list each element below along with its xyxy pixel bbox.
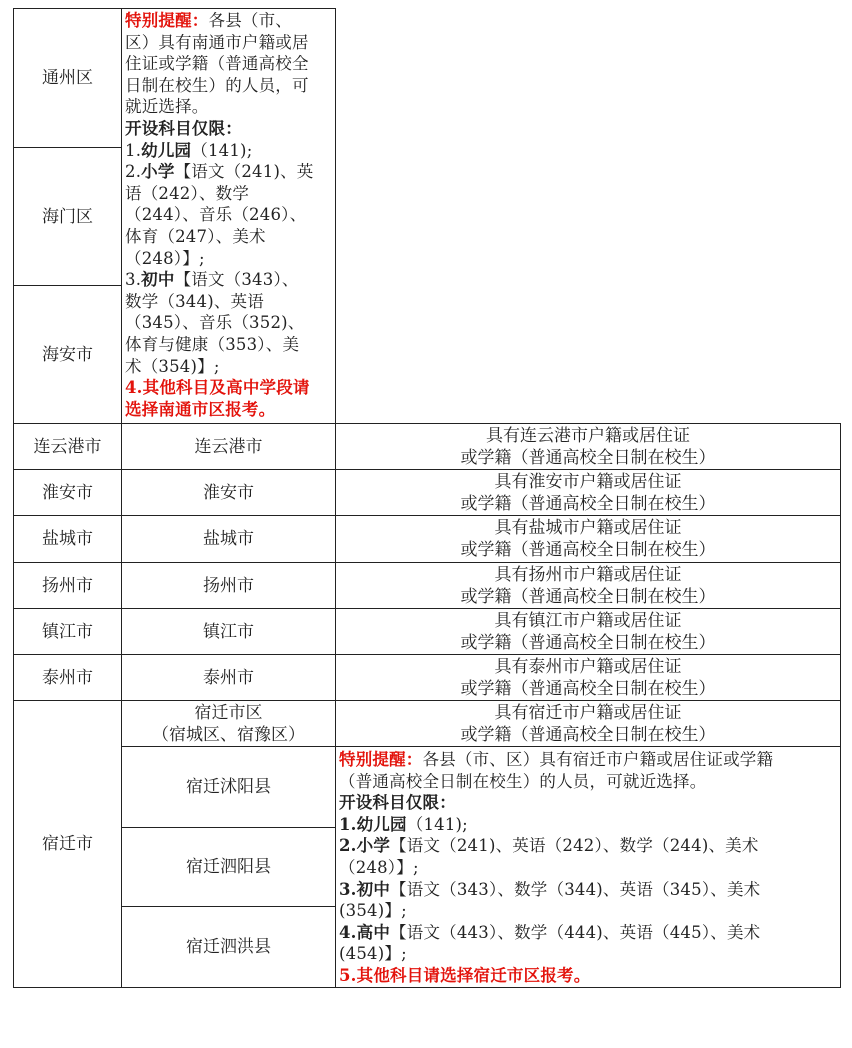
requirement-cell bbox=[335, 562, 841, 609]
county-name: 宿迁沭阳县 bbox=[186, 777, 271, 797]
requirement-text: 具有盐城市户籍或居住证 bbox=[494, 518, 682, 538]
item-subjects: 体育（247）、美术 bbox=[125, 226, 266, 246]
area-cell bbox=[121, 423, 336, 470]
city-cell-suqian bbox=[13, 700, 122, 988]
reminder-text: 各县（市、区）具有宿迁市户籍或居住证或学籍 bbox=[422, 750, 774, 769]
requirement-text: 具有扬州市户籍或居住证 bbox=[494, 564, 682, 585]
requirement-text: 或学籍（普通高校全日制在校生） bbox=[460, 632, 716, 653]
area-cell-suqian-urban bbox=[121, 700, 336, 747]
area-name: 淮安市 bbox=[203, 482, 254, 503]
county-name: 海门区 bbox=[42, 206, 93, 227]
item-number: 3. bbox=[339, 879, 357, 899]
requirement-cell bbox=[335, 515, 841, 563]
requirement-text: 或学籍（普通高校全日制在校生） bbox=[460, 493, 716, 514]
item-subjects: (354)】; bbox=[339, 901, 407, 921]
requirement-cell bbox=[335, 608, 841, 655]
county-cell-sihong bbox=[121, 906, 336, 988]
requirement-cell-suqian-urban bbox=[335, 700, 841, 747]
requirement-cell bbox=[335, 423, 841, 470]
city-cell bbox=[13, 423, 122, 470]
item-number: 1. bbox=[125, 140, 142, 160]
area-name: 盐城市 bbox=[203, 529, 254, 549]
item-stage: 高中 bbox=[356, 922, 391, 942]
area-name: 扬州市 bbox=[203, 575, 254, 596]
nantong-notice bbox=[121, 8, 336, 424]
item-subjects: 【语文（241)、英语（242）、数学（244)、美术 bbox=[390, 836, 759, 856]
item-number: 2. bbox=[125, 162, 142, 182]
item-subjects: （141); bbox=[406, 814, 468, 834]
item-subjects: 【语文（443）、数学（444)、英语（445）、美术 bbox=[390, 922, 761, 942]
other-subjects-note: 4.其他科目及高中学段请 bbox=[125, 378, 310, 398]
requirement-text: 具有镇江市户籍或居住证 bbox=[494, 610, 682, 631]
subjects-title: 开设科目仅限： bbox=[339, 793, 456, 813]
city-name: 宿迁市 bbox=[42, 834, 93, 854]
requirement-text: 或学籍（普通高校全日制在校生） bbox=[460, 678, 716, 699]
requirement-text: 或学籍（普通高校全日制在校生） bbox=[460, 447, 716, 468]
item-subjects: （345）、音乐（352)、 bbox=[125, 313, 305, 333]
item-number: 2. bbox=[339, 836, 357, 856]
item-subjects: 体育与健康（353）、美 bbox=[125, 334, 300, 354]
city-name: 泰州市 bbox=[42, 667, 93, 688]
area-cell bbox=[121, 515, 336, 563]
county-name: 宿迁泗阳县 bbox=[186, 857, 271, 877]
item-subjects: （248）】; bbox=[125, 248, 205, 268]
requirement-cell bbox=[335, 654, 841, 701]
reminder-text: 就近选择。 bbox=[125, 97, 209, 117]
reminder-text: 各县（市、 bbox=[208, 11, 292, 30]
suqian-notice bbox=[335, 746, 841, 988]
item-number: 3. bbox=[125, 270, 142, 290]
county-cell-siyang bbox=[121, 827, 336, 907]
item-subjects: 【语文（343）、数学（344)、英语（345）、美术 bbox=[390, 879, 761, 899]
city-cell bbox=[13, 469, 122, 516]
item-subjects: 【语文（241)、英 bbox=[174, 162, 314, 182]
item-stage: 初中 bbox=[356, 879, 391, 899]
item-stage: 小学 bbox=[141, 162, 175, 182]
requirement-text: 具有宿迁市户籍或居住证 bbox=[494, 702, 682, 723]
area-cell bbox=[121, 562, 336, 609]
item-subjects: （141); bbox=[191, 140, 253, 160]
county-name: 海安市 bbox=[42, 344, 93, 365]
reminder-label: 特别提醒： bbox=[339, 750, 423, 769]
other-subjects-note: 选择南通市区报考。 bbox=[125, 399, 276, 419]
item-subjects: 术（354)】; bbox=[125, 356, 220, 376]
item-subjects: （244）、音乐（246）、 bbox=[125, 205, 307, 225]
requirement-text: 具有泰州市户籍或居住证 bbox=[494, 656, 682, 677]
area-cell bbox=[121, 654, 336, 701]
county-cell-tongzhou bbox=[13, 8, 122, 148]
item-stage: 幼儿园 bbox=[356, 814, 407, 834]
county-cell-haimen bbox=[13, 147, 122, 286]
item-subjects: (454)】; bbox=[339, 944, 407, 964]
requirement-text: 或学籍（普通高校全日制在校生） bbox=[460, 540, 716, 560]
requirement-text: 或学籍（普通高校全日制在校生） bbox=[460, 724, 716, 745]
item-subjects: 语（242）、数学 bbox=[125, 183, 250, 203]
county-name: 宿迁泗洪县 bbox=[186, 937, 271, 957]
reminder-text: （普通高校全日制在校生）的人员，可就近选择。 bbox=[339, 771, 707, 791]
requirement-text: 或学籍（普通高校全日制在校生） bbox=[460, 586, 716, 607]
area-name-detail: （宿城区、宿豫区） bbox=[152, 724, 305, 745]
city-name: 淮安市 bbox=[42, 482, 93, 503]
reminder-text: 日制在校生）的人员，可 bbox=[125, 75, 309, 95]
city-cell bbox=[13, 608, 122, 655]
city-cell bbox=[13, 654, 122, 701]
county-cell-haian bbox=[13, 285, 122, 424]
area-name: 镇江市 bbox=[203, 621, 254, 642]
city-name: 镇江市 bbox=[42, 621, 93, 642]
requirement-text: 具有连云港市户籍或居住证 bbox=[486, 425, 690, 446]
area-cell bbox=[121, 608, 336, 655]
county-name: 通州区 bbox=[42, 68, 93, 88]
other-subjects-note: 5.其他科目请选择宿迁市区报考。 bbox=[339, 965, 591, 985]
city-name: 盐城市 bbox=[42, 529, 93, 549]
subjects-title: 开设科目仅限： bbox=[125, 118, 242, 138]
item-subjects: 【语文（343）、 bbox=[174, 270, 299, 290]
item-number: 1. bbox=[339, 814, 357, 834]
city-cell bbox=[13, 562, 122, 609]
item-number: 4. bbox=[339, 922, 357, 942]
area-cell bbox=[121, 469, 336, 516]
reminder-text: 住证或学籍（普通高校全 bbox=[125, 54, 309, 74]
item-subjects: 数学（344)、英语 bbox=[125, 291, 264, 311]
item-stage: 初中 bbox=[141, 270, 175, 290]
city-name: 连云港市 bbox=[33, 436, 102, 457]
reminder-text: 区）具有南通市户籍或居 bbox=[125, 32, 309, 52]
area-name: 宿迁市区 bbox=[194, 702, 263, 723]
city-cell bbox=[13, 515, 122, 563]
requirement-cell bbox=[335, 469, 841, 516]
city-name: 扬州市 bbox=[42, 575, 93, 596]
reminder-label: 特别提醒： bbox=[125, 11, 209, 30]
item-subjects: （248）】; bbox=[339, 857, 419, 877]
county-cell-shuyang bbox=[121, 746, 336, 828]
area-name: 连云港市 bbox=[194, 436, 263, 457]
area-name: 泰州市 bbox=[203, 667, 254, 688]
item-stage: 幼儿园 bbox=[141, 140, 192, 160]
item-stage: 小学 bbox=[356, 836, 391, 856]
requirement-text: 具有淮安市户籍或居住证 bbox=[494, 471, 682, 492]
